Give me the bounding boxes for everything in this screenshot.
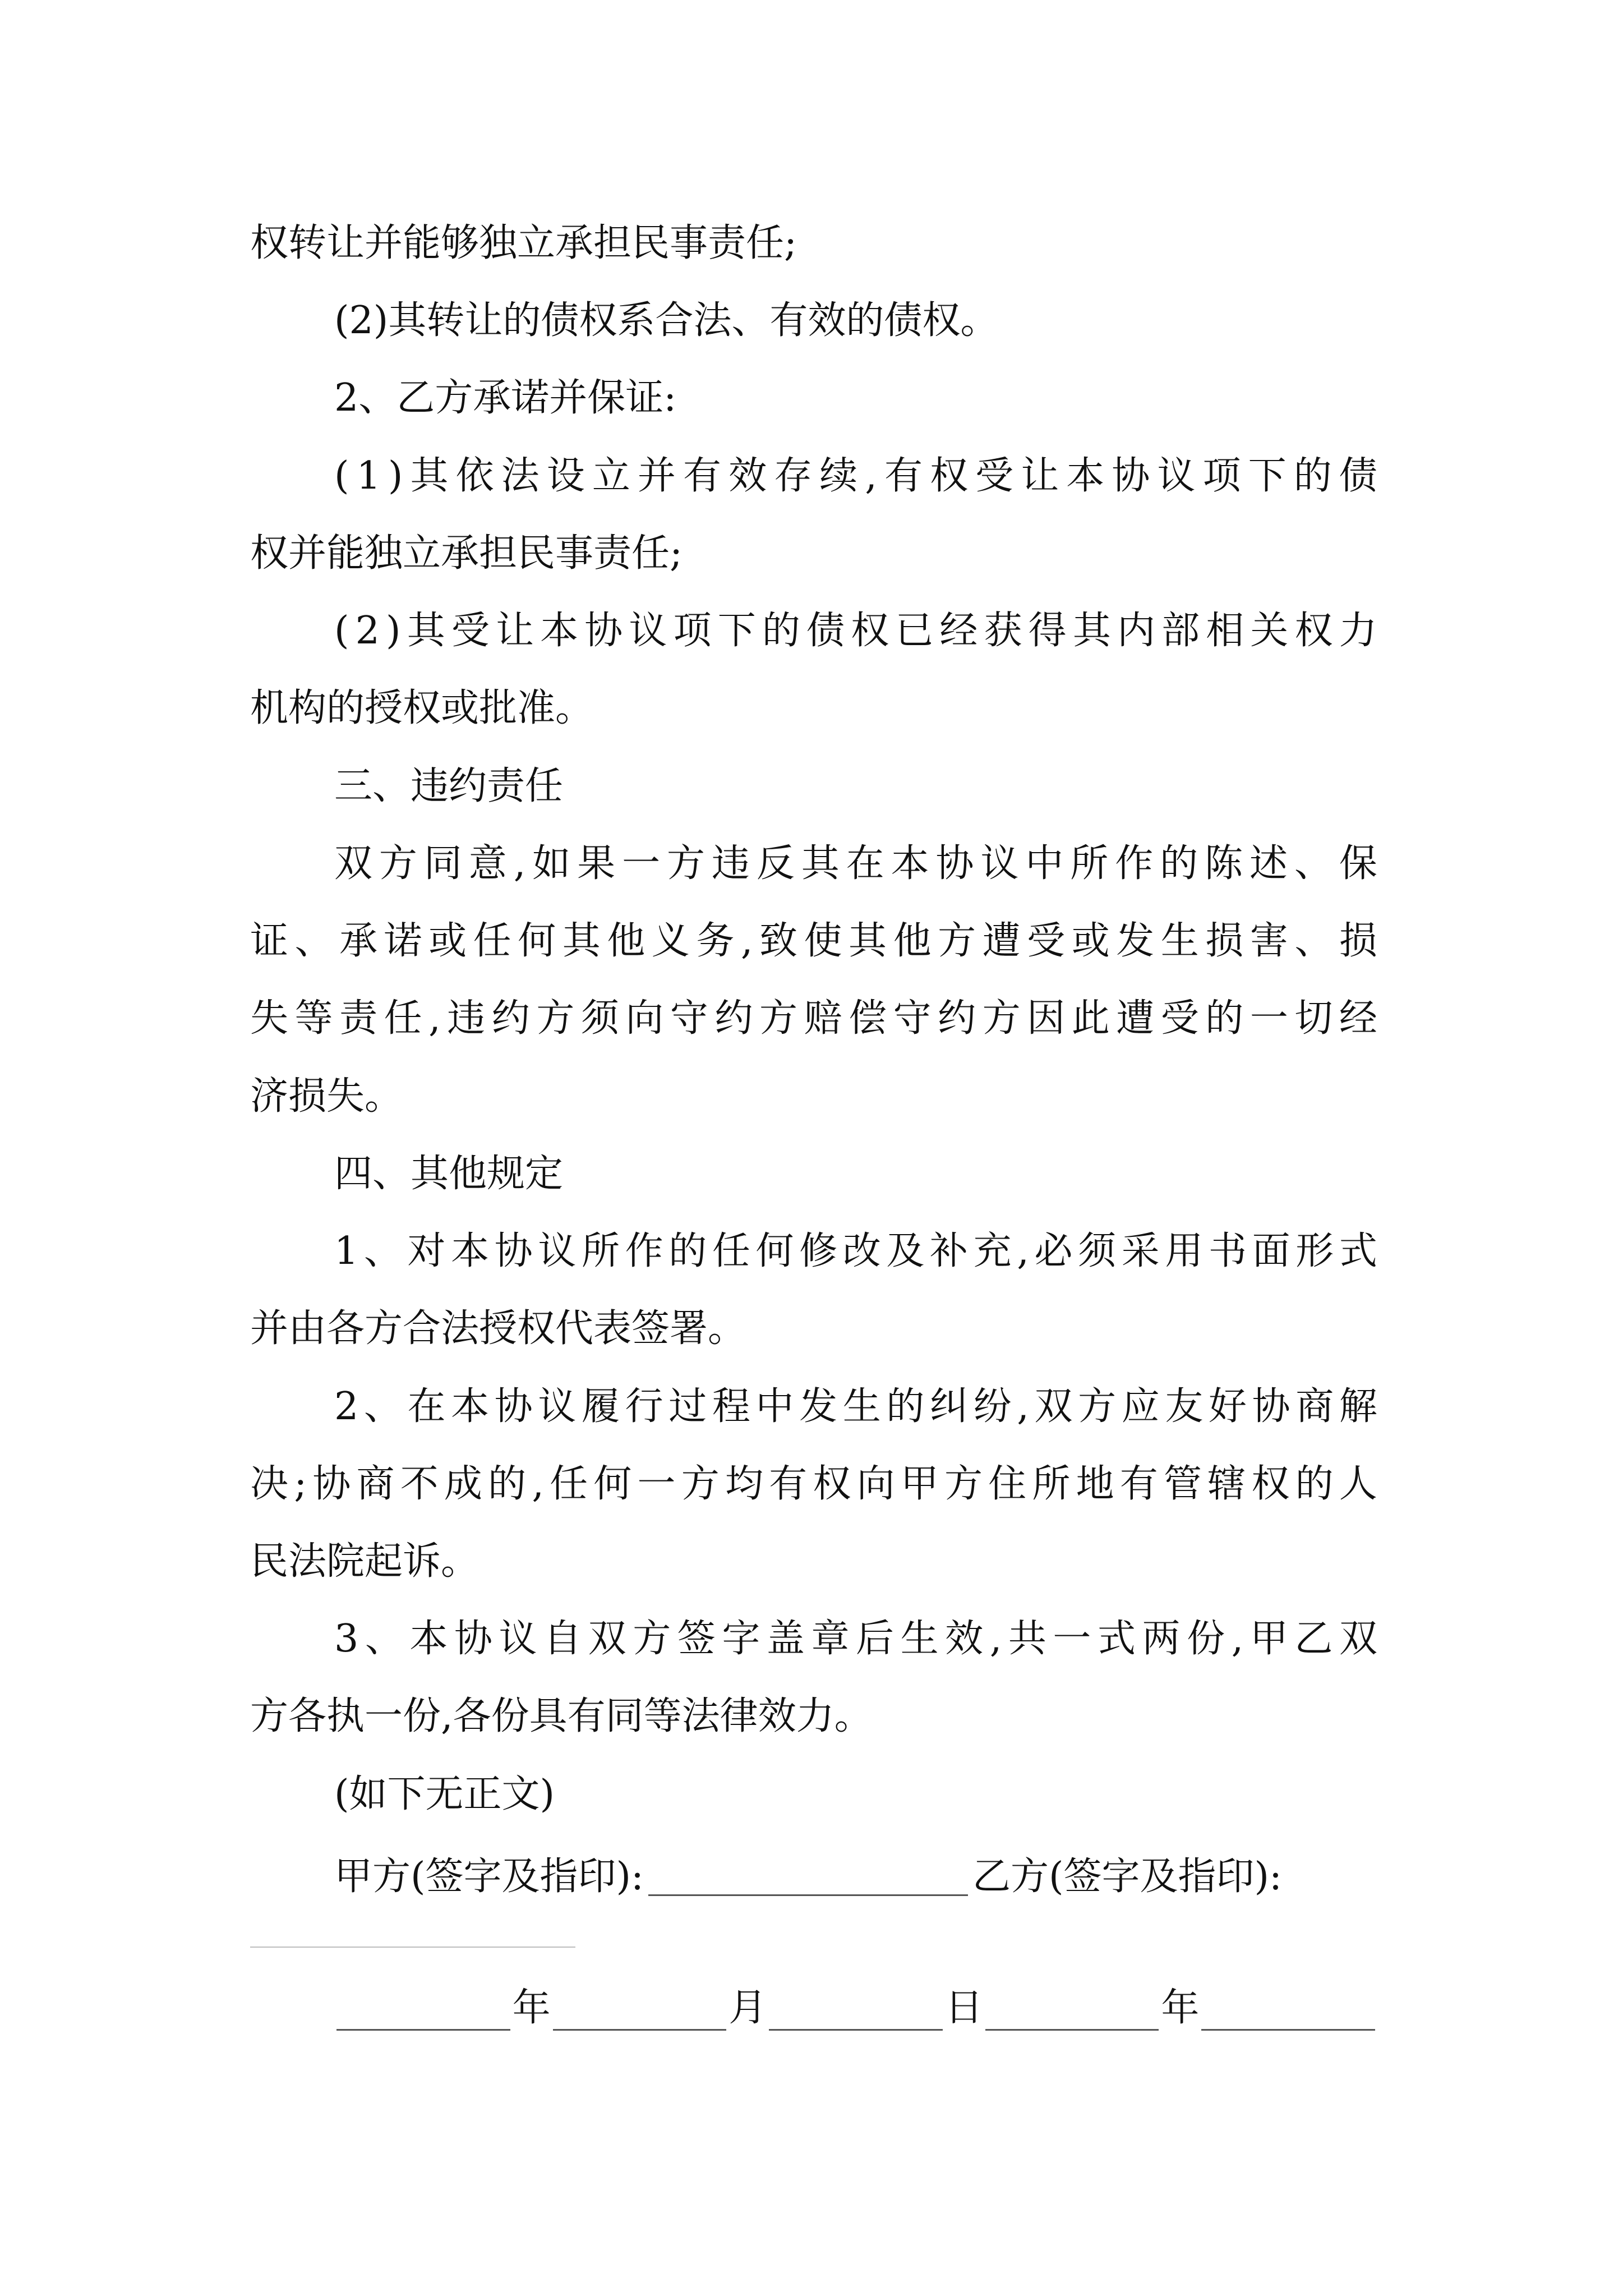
paragraph-line: 机构的授权或批准。 (250, 686, 594, 730)
year-blank-2[interactable] (985, 1995, 1159, 2031)
section-heading: 四、其他规定 (334, 1152, 564, 1196)
section-heading: 三、违约责任 (334, 764, 564, 808)
paragraph-line: (如下无正文) (334, 1772, 555, 1816)
paragraph-line: 方各执一份,各份具有同等法律效力。 (250, 1694, 873, 1738)
day-label: 日 (944, 1986, 983, 2030)
paragraph-line: 失 等 责 任 , 违 约 方 须 向 守 约 方 赔 偿 守 约 方 因 此 遭 受 的 一 切 经 (250, 996, 1377, 1041)
paragraph-line: 2、乙方承诺并保证: (334, 376, 677, 420)
party-a-signature-label: 甲方(签字及指印): (334, 1855, 644, 1899)
month-blank[interactable] (553, 1995, 727, 2031)
paragraph-line: 权并能独立承担民事责任; (250, 531, 683, 576)
month-label: 月 (728, 1986, 767, 2030)
party-a-signature-field[interactable] (648, 1861, 968, 1896)
paragraph-line: 证 、 承 诺 或 任 何 其 他 义 务 , 致 使 其 他 方 遭 受 或 发 生 损 害 、 损 (250, 919, 1377, 963)
paragraph-line: 权转让并能够独立承担民事责任; (250, 221, 797, 265)
paragraph-line: ( 1 ) 其 依 法 设 立 并 有 效 存 续 , 有 权 受 让 本 协 议 项 下 的 债 (334, 454, 1377, 498)
party-b-signature-field[interactable] (250, 1947, 575, 1948)
paragraph-line: 双 方 同 意 , 如 果 一 方 违 反 其 在 本 协 议 中 所 作 的 陈 述 、 保 (334, 841, 1377, 886)
paragraph-line: 1 、 对 本 协 议 所 作 的 任 何 修 改 及 补 充 , 必 须 采 用 书 面 形 式 (334, 1229, 1377, 1273)
paragraph-line: ( 2 ) 其 受 让 本 协 议 项 下 的 债 权 已 经 获 得 其 内 部 相 关 权 力 (334, 609, 1377, 653)
paragraph-line: 并由各方合法授权代表签署。 (250, 1306, 746, 1351)
paragraph-line: 2 、 在 本 协 议 履 行 过 程 中 发 生 的 纠 纷 , 双 方 应 友 好 协 商 解 (334, 1384, 1377, 1429)
year-label-1: 年 (512, 1986, 551, 2030)
paragraph-line: 民法院起诉。 (250, 1539, 479, 1584)
year-blank-1[interactable] (336, 1995, 510, 2031)
paragraph-line: 3 、 本 协 议 自 双 方 签 字 盖 章 后 生 效 , 共 一 式 两 份 , 甲 乙 双 (334, 1617, 1377, 1661)
party-b-signature-label: 乙方(签字及指印): (972, 1855, 1282, 1899)
trailing-blank[interactable] (1201, 1995, 1375, 2031)
paragraph-line: 济损失。 (250, 1074, 403, 1119)
year-label-2: 年 (1161, 1986, 1200, 2030)
paragraph-line: 决 ; 协 商 不 成 的 , 任 何 一 方 均 有 权 向 甲 方 住 所 地 有 管 辖 权 的 人 (250, 1462, 1377, 1506)
paragraph-line: (2)其转让的债权系合法、有效的债权。 (334, 298, 999, 343)
day-blank[interactable] (769, 1995, 943, 2031)
signature-row (334, 1846, 1282, 1899)
date-row (334, 1980, 1377, 2031)
